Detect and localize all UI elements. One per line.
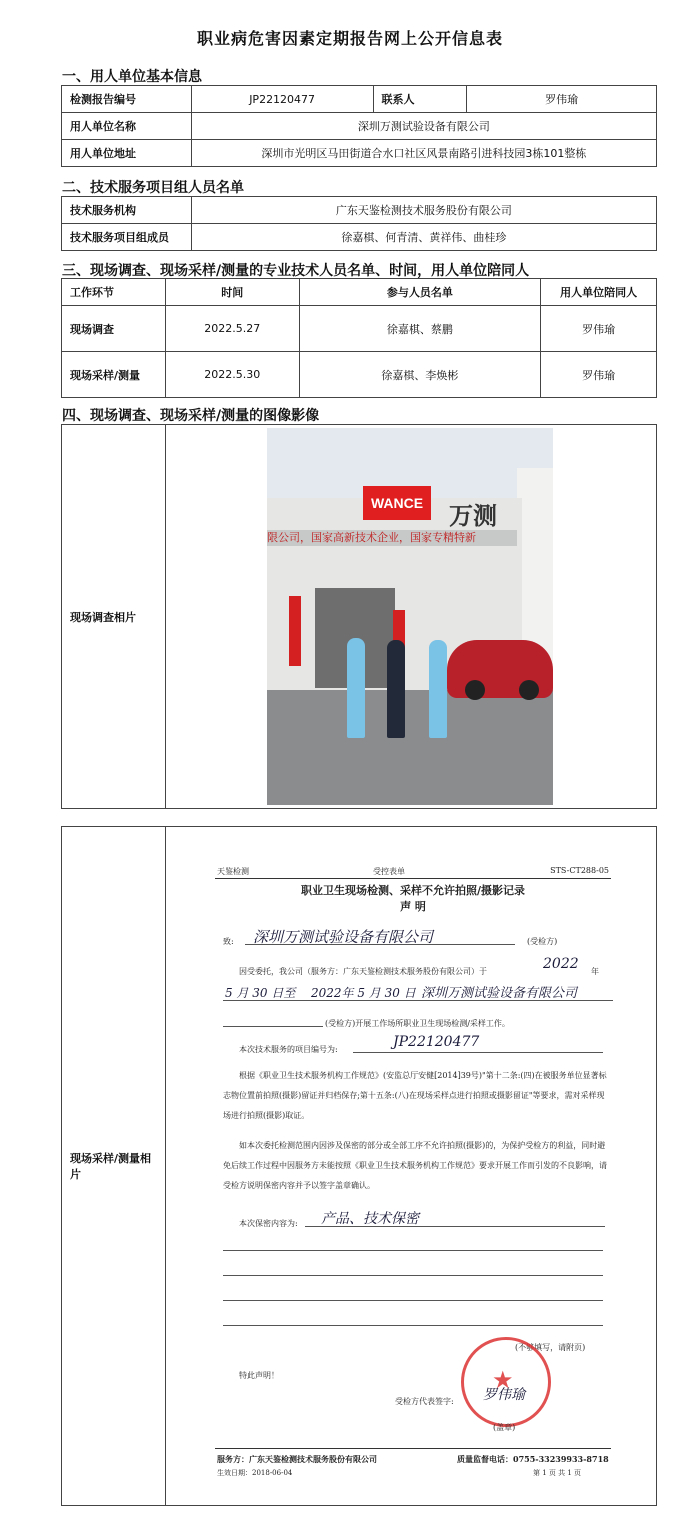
col-header-escort: 用人单位陪同人 — [541, 279, 657, 306]
secret-handwritten: 产品、技术保密 — [321, 1211, 419, 1227]
footer-service: 服务方：广东天鉴检测技术服务股份有限公司 — [217, 1454, 377, 1464]
year-handwritten: 2022 — [543, 956, 579, 972]
col-header-date: 时间 — [165, 279, 299, 306]
date-from: 5 月 30 日至 — [225, 986, 296, 1000]
para3: 如本次委托检测范围内因涉及保密的部分或全部工序不允许拍照(摄影)的，为保护受检方的利益，同时避免后续工作过程中因服务方未能按照《职业卫生技术服务机构工作规范》要求开展工作而引发的不良影响，请受检方说明保密内容并予以签字盖章确认。 — [223, 1141, 607, 1190]
doc-header-left: 天鉴检测 — [217, 867, 249, 876]
para1b: (受检方)开展工作场所职业卫生现场检测/采样工作。 — [325, 1019, 510, 1028]
date-cell: 2022.5.30 — [165, 352, 299, 398]
service-team-table — [61, 196, 657, 251]
note: (不够填写，请附页) — [515, 1343, 586, 1352]
para2: 根据《职业卫生技术服务机构工作规范》(安监总厅安健[2014]39号)"第十二条:(四)在被服务单位显著标志物位置前拍照(摄影)留证并归档保存;第十五条:(八)在现场采样点进行拍照或摄影留证"等要求，需对采样现场进行拍照(摄影)取证。 — [223, 1071, 607, 1120]
doc-header-mid: 受控表单 — [373, 867, 405, 876]
report-no-value: JP22120477 — [191, 86, 373, 113]
project-label: 本次技术服务的项目编号为: — [239, 1045, 338, 1054]
table-row — [62, 306, 657, 352]
footer-page: 第 1 页 共 1 页 — [533, 1469, 582, 1477]
unit-handwritten: 深圳万测试验设备有限公司 — [421, 986, 578, 1001]
secret-label: 本次保密内容为: — [239, 1219, 298, 1228]
staff-cell: 徐嘉棋、李焕彬 — [299, 352, 541, 398]
sign-label: 受检方代表签字: — [395, 1397, 454, 1406]
date-cell: 2022.5.27 — [165, 306, 299, 352]
contact-label: 联系人 — [373, 86, 467, 113]
escort-cell: 罗伟瑜 — [541, 306, 657, 352]
scanned-statement — [193, 850, 633, 1490]
section4-heading: 四、现场调查、现场采样/测量的图像影像 — [62, 408, 320, 424]
to-suffix: (受检方) — [527, 937, 558, 946]
company-sign: 万测 — [449, 502, 497, 530]
page-title: 职业病危害因素定期报告网上公开信息表 — [196, 29, 503, 48]
doc-title: 职业卫生现场检测、采样不允许拍照/摄影记录 — [300, 884, 526, 897]
table-row — [62, 352, 657, 398]
members-label: 技术服务项目组成员 — [62, 224, 192, 251]
to-handwritten: 深圳万测试验设备有限公司 — [253, 928, 434, 946]
col-header-step: 工作环节 — [62, 279, 166, 306]
wance-logo: WANCE — [363, 486, 431, 520]
site-staff-table — [61, 278, 657, 398]
declare: 特此声明！ — [239, 1371, 279, 1380]
led-banner: 限公司，国家高新技术企业，国家专精特新 — [267, 530, 517, 546]
unit-info-table — [61, 85, 657, 167]
staff-cell: 徐嘉棋、蔡鹏 — [299, 306, 541, 352]
footer-date: 生效日期：2018-06-04 — [217, 1469, 293, 1477]
doc-header-right: STS-CT288-05 — [550, 866, 609, 875]
org-value: 广东天鉴检测技术服务股份有限公司 — [191, 197, 656, 224]
escort-cell: 罗伟瑜 — [541, 352, 657, 398]
doc-subtitle: 声 明 — [400, 900, 426, 913]
report-no-label: 检测报告编号 — [62, 86, 192, 113]
members-value: 徐嘉棋、何青清、黄祥伟、曲桂珍 — [191, 224, 656, 251]
site-survey-photo — [267, 428, 553, 805]
unit-addr-label: 用人单位地址 — [62, 140, 192, 167]
to-prefix: 致: — [223, 937, 234, 946]
company-seal: ★ — [461, 1337, 551, 1427]
step-cell: 现场调查 — [62, 306, 166, 352]
photo2-label: 现场采样/测量相片 — [62, 827, 166, 1506]
section2-heading: 二、技术服务项目组人员名单 — [62, 180, 244, 196]
year-unit: 年 — [591, 967, 599, 976]
step-cell: 现场采样/测量 — [62, 352, 166, 398]
unit-name-label: 用人单位名称 — [62, 113, 192, 140]
date-to: 2022年 5 月 30 日 — [311, 986, 416, 1000]
para1: 因受委托，我公司（服务方：广东天鉴检测技术服务股份有限公司）于 — [239, 967, 487, 976]
photo1-label: 现场调查相片 — [62, 425, 166, 809]
unit-name-value: 深圳万测试验设备有限公司 — [191, 113, 656, 140]
seal-label: (盖章) — [493, 1423, 516, 1432]
project-handwritten: JP22120477 — [393, 1034, 480, 1050]
col-header-staff: 参与人员名单 — [299, 279, 541, 306]
org-label: 技术服务机构 — [62, 197, 192, 224]
contact-value: 罗伟瑜 — [467, 86, 657, 113]
signature: 罗伟瑜 — [483, 1387, 525, 1403]
section3-heading: 三、现场调查、现场采样/测量的专业技术人员名单、时间，用人单位陪同人 — [62, 263, 530, 279]
footer-phone: 质量监督电话：0755-33239933-8718 — [457, 1454, 609, 1464]
section1-heading: 一、用人单位基本信息 — [62, 69, 202, 85]
unit-addr-value: 深圳市光明区马田街道合水口社区风景南路引进科技园3栋101整栋 — [191, 140, 656, 167]
